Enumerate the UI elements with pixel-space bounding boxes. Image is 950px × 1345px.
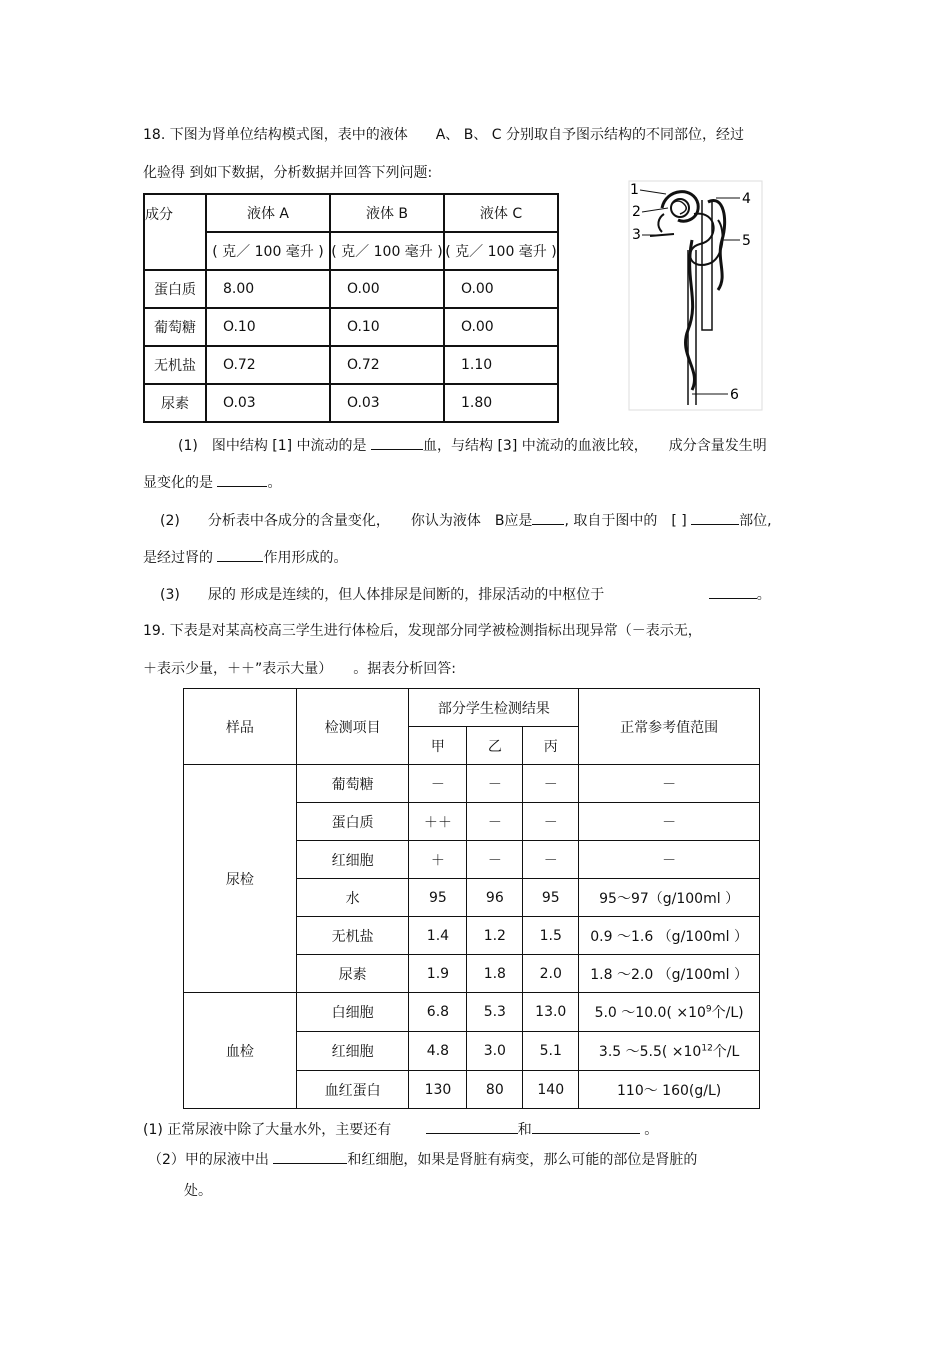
cell-reference: － — [579, 803, 760, 841]
cell-value: － — [467, 803, 523, 841]
q19-sub2-line2: 处。 — [184, 1183, 212, 1199]
cell-value: 6.8 — [409, 993, 467, 1032]
q18-sub3: (3) 尿的 形成是连续的，但人体排尿是间断的，排尿活动的中枢位于 。 — [160, 584, 771, 604]
cell-reference: 3.5 ～5.5( $\times 10^{12}$个/L — [579, 1032, 760, 1071]
cell-value: 1.8 — [467, 955, 523, 993]
cell-value: O.10 — [206, 308, 330, 346]
cell-value: 5.3 — [467, 993, 523, 1032]
answer-blank[interactable] — [532, 1119, 640, 1134]
cell-reference: 5.0 ～10.0( $\times 10^9$个/L) — [579, 993, 760, 1032]
q19-sub1: (1) 正常尿液中除了大量水外，主要还有 和 。 — [143, 1119, 658, 1139]
cell-value: ＋ — [409, 841, 467, 879]
capillary — [708, 201, 725, 290]
cell-value: 2.0 — [523, 955, 579, 993]
row-label: 红细胞 — [296, 841, 409, 879]
table-row — [144, 384, 558, 422]
cell-value: 1.9 — [409, 955, 467, 993]
q19-intro-line1: 19. 下表是对某高校高三学生进行体检后，发现部分同学被检测指标出现异常（－表示无， — [143, 623, 702, 639]
answer-blank[interactable] — [217, 547, 263, 562]
answer-blank[interactable] — [371, 435, 423, 450]
row-label: 蛋白质 — [144, 270, 206, 308]
row-label: 尿素 — [144, 384, 206, 422]
cell-value: 1.10 — [444, 346, 558, 384]
cell-value: O.10 — [330, 308, 444, 346]
diagram-label-1: 1 — [630, 182, 639, 198]
proximal-tubule — [690, 214, 722, 265]
cell-value: 130 — [409, 1071, 467, 1109]
row-label: 血红蛋白 — [296, 1071, 409, 1109]
cell-value: 5.1 — [523, 1032, 579, 1071]
q18-unit-a: ( 克／ 100 毫升 ) — [206, 232, 330, 270]
row-label: 无机盐 — [296, 917, 409, 955]
q18-intro-line2: 化验得 到如下数据，分析数据并回答下列问题: — [143, 165, 433, 181]
q18-sub1-line2: 显变化的是 。 — [143, 472, 281, 492]
cell-reference: 0.9 ～1.6 （g/100ml ） — [579, 917, 760, 955]
row-label: 葡萄糖 — [296, 765, 409, 803]
q18-intro-line1: 18. 下图为肾单位结构模式图，表中的液体 A、 B、 C 分别取自予图示结构的不同部位，经过 — [143, 127, 745, 143]
q18-unit-c: ( 克／ 100 毫升 ) — [444, 232, 558, 270]
cell-value: 80 — [467, 1071, 523, 1109]
row-label: 葡萄糖 — [144, 308, 206, 346]
cell-reference: － — [579, 841, 760, 879]
cell-value: － — [523, 803, 579, 841]
cell-value: O.00 — [330, 270, 444, 308]
q18-sub2-line2: 是经过肾的 作用形成的。 — [143, 547, 347, 567]
cell-value: 13.0 — [523, 993, 579, 1032]
diagram-label-6: 6 — [730, 387, 739, 403]
cell-value: O.72 — [330, 346, 444, 384]
q18-header-fluid-b: 液体 B — [330, 194, 444, 232]
cell-value: － — [467, 765, 523, 803]
table-row — [144, 270, 558, 308]
row-label: 红细胞 — [296, 1032, 409, 1071]
table-row — [184, 993, 760, 1032]
cell-value: O.03 — [206, 384, 330, 422]
nephron-diagram — [628, 180, 764, 412]
row-label: 白细胞 — [296, 993, 409, 1032]
q19-sub2-line1: （2）甲的尿液中出 和红细胞，如果是肾脏有病变，那么可能的部位是肾脏的 — [148, 1149, 697, 1169]
q18-header-fluid-a: 液体 A — [206, 194, 330, 232]
q19-header-results: 部分学生检测结果 — [409, 689, 579, 727]
arteriole — [658, 214, 664, 232]
q18-sub1-line1: (1) 图中结构 [1] 中流动的是 血，与结构 [3] 中流动的血液比较， 成分含量发生明 — [178, 435, 767, 455]
diagram-label-5: 5 — [742, 233, 751, 249]
cell-value: － — [467, 841, 523, 879]
cell-value: 95 — [409, 879, 467, 917]
q19-data-table — [183, 688, 760, 1109]
diagram-label-3: 3 — [632, 227, 641, 243]
q19-header-item: 检测项目 — [296, 689, 409, 765]
answer-blank[interactable] — [709, 584, 757, 599]
answer-blank[interactable] — [532, 510, 564, 525]
cell-value: － — [523, 841, 579, 879]
cell-value: 1.5 — [523, 917, 579, 955]
q19-header-student-c: 丙 — [523, 727, 579, 765]
cell-value: O.00 — [444, 270, 558, 308]
table-row — [144, 346, 558, 384]
cell-value: O.03 — [330, 384, 444, 422]
row-label: 蛋白质 — [296, 803, 409, 841]
answer-blank[interactable] — [426, 1119, 518, 1134]
cell-value: 1.4 — [409, 917, 467, 955]
q19-header-sample: 样品 — [184, 689, 297, 765]
cell-reference: 1.8 ～2.0 （g/100ml ） — [579, 955, 760, 993]
q18-header-fluid-c: 液体 C — [444, 194, 558, 232]
answer-blank[interactable] — [273, 1149, 347, 1164]
q19-header-student-a: 甲 — [409, 727, 467, 765]
cell-value: 1.2 — [467, 917, 523, 955]
q19-group-urine: 尿检 — [184, 765, 297, 993]
answer-blank[interactable] — [217, 472, 267, 487]
cell-reference: 110～ 160(g/L) — [579, 1071, 760, 1109]
answer-blank[interactable] — [691, 510, 739, 525]
cell-value: 1.80 — [444, 384, 558, 422]
q18-unit-b: ( 克／ 100 毫升 ) — [330, 232, 444, 270]
q19-intro-line2: ＋表示少量，＋＋”表示大量） 。据表分析回答: — [143, 661, 456, 677]
diagram-label-4: 4 — [742, 191, 751, 207]
row-label: 无机盐 — [144, 346, 206, 384]
cell-value: 3.0 — [467, 1032, 523, 1071]
cell-value: 95 — [523, 879, 579, 917]
q19-header-normal: 正常参考值范围 — [579, 689, 760, 765]
cell-reference: － — [579, 765, 760, 803]
q19-header-student-b: 乙 — [467, 727, 523, 765]
table-row — [144, 308, 558, 346]
row-label: 尿素 — [296, 955, 409, 993]
diagram-label-2: 2 — [632, 204, 641, 220]
q19-group-blood: 血检 — [184, 993, 297, 1109]
row-label: 水 — [296, 879, 409, 917]
q18-data-table — [143, 193, 559, 423]
cell-value: 8.00 — [206, 270, 330, 308]
cell-value: O.00 — [444, 308, 558, 346]
cell-value: 4.8 — [409, 1032, 467, 1071]
cell-reference: 95～97（g/100ml ） — [579, 879, 760, 917]
q18-header-component: 成分 — [144, 194, 206, 270]
cell-value: 96 — [467, 879, 523, 917]
q18-sub2-line1: (2) 分析表中各成分的含量变化， 你认为液体 B应是 , 取自于图中的 [ ] 部位, — [160, 510, 772, 530]
table-row — [184, 765, 760, 803]
cell-value: ＋＋ — [409, 803, 467, 841]
cell-value: － — [409, 765, 467, 803]
cell-value: 140 — [523, 1071, 579, 1109]
cell-value: O.72 — [206, 346, 330, 384]
cell-value: － — [523, 765, 579, 803]
